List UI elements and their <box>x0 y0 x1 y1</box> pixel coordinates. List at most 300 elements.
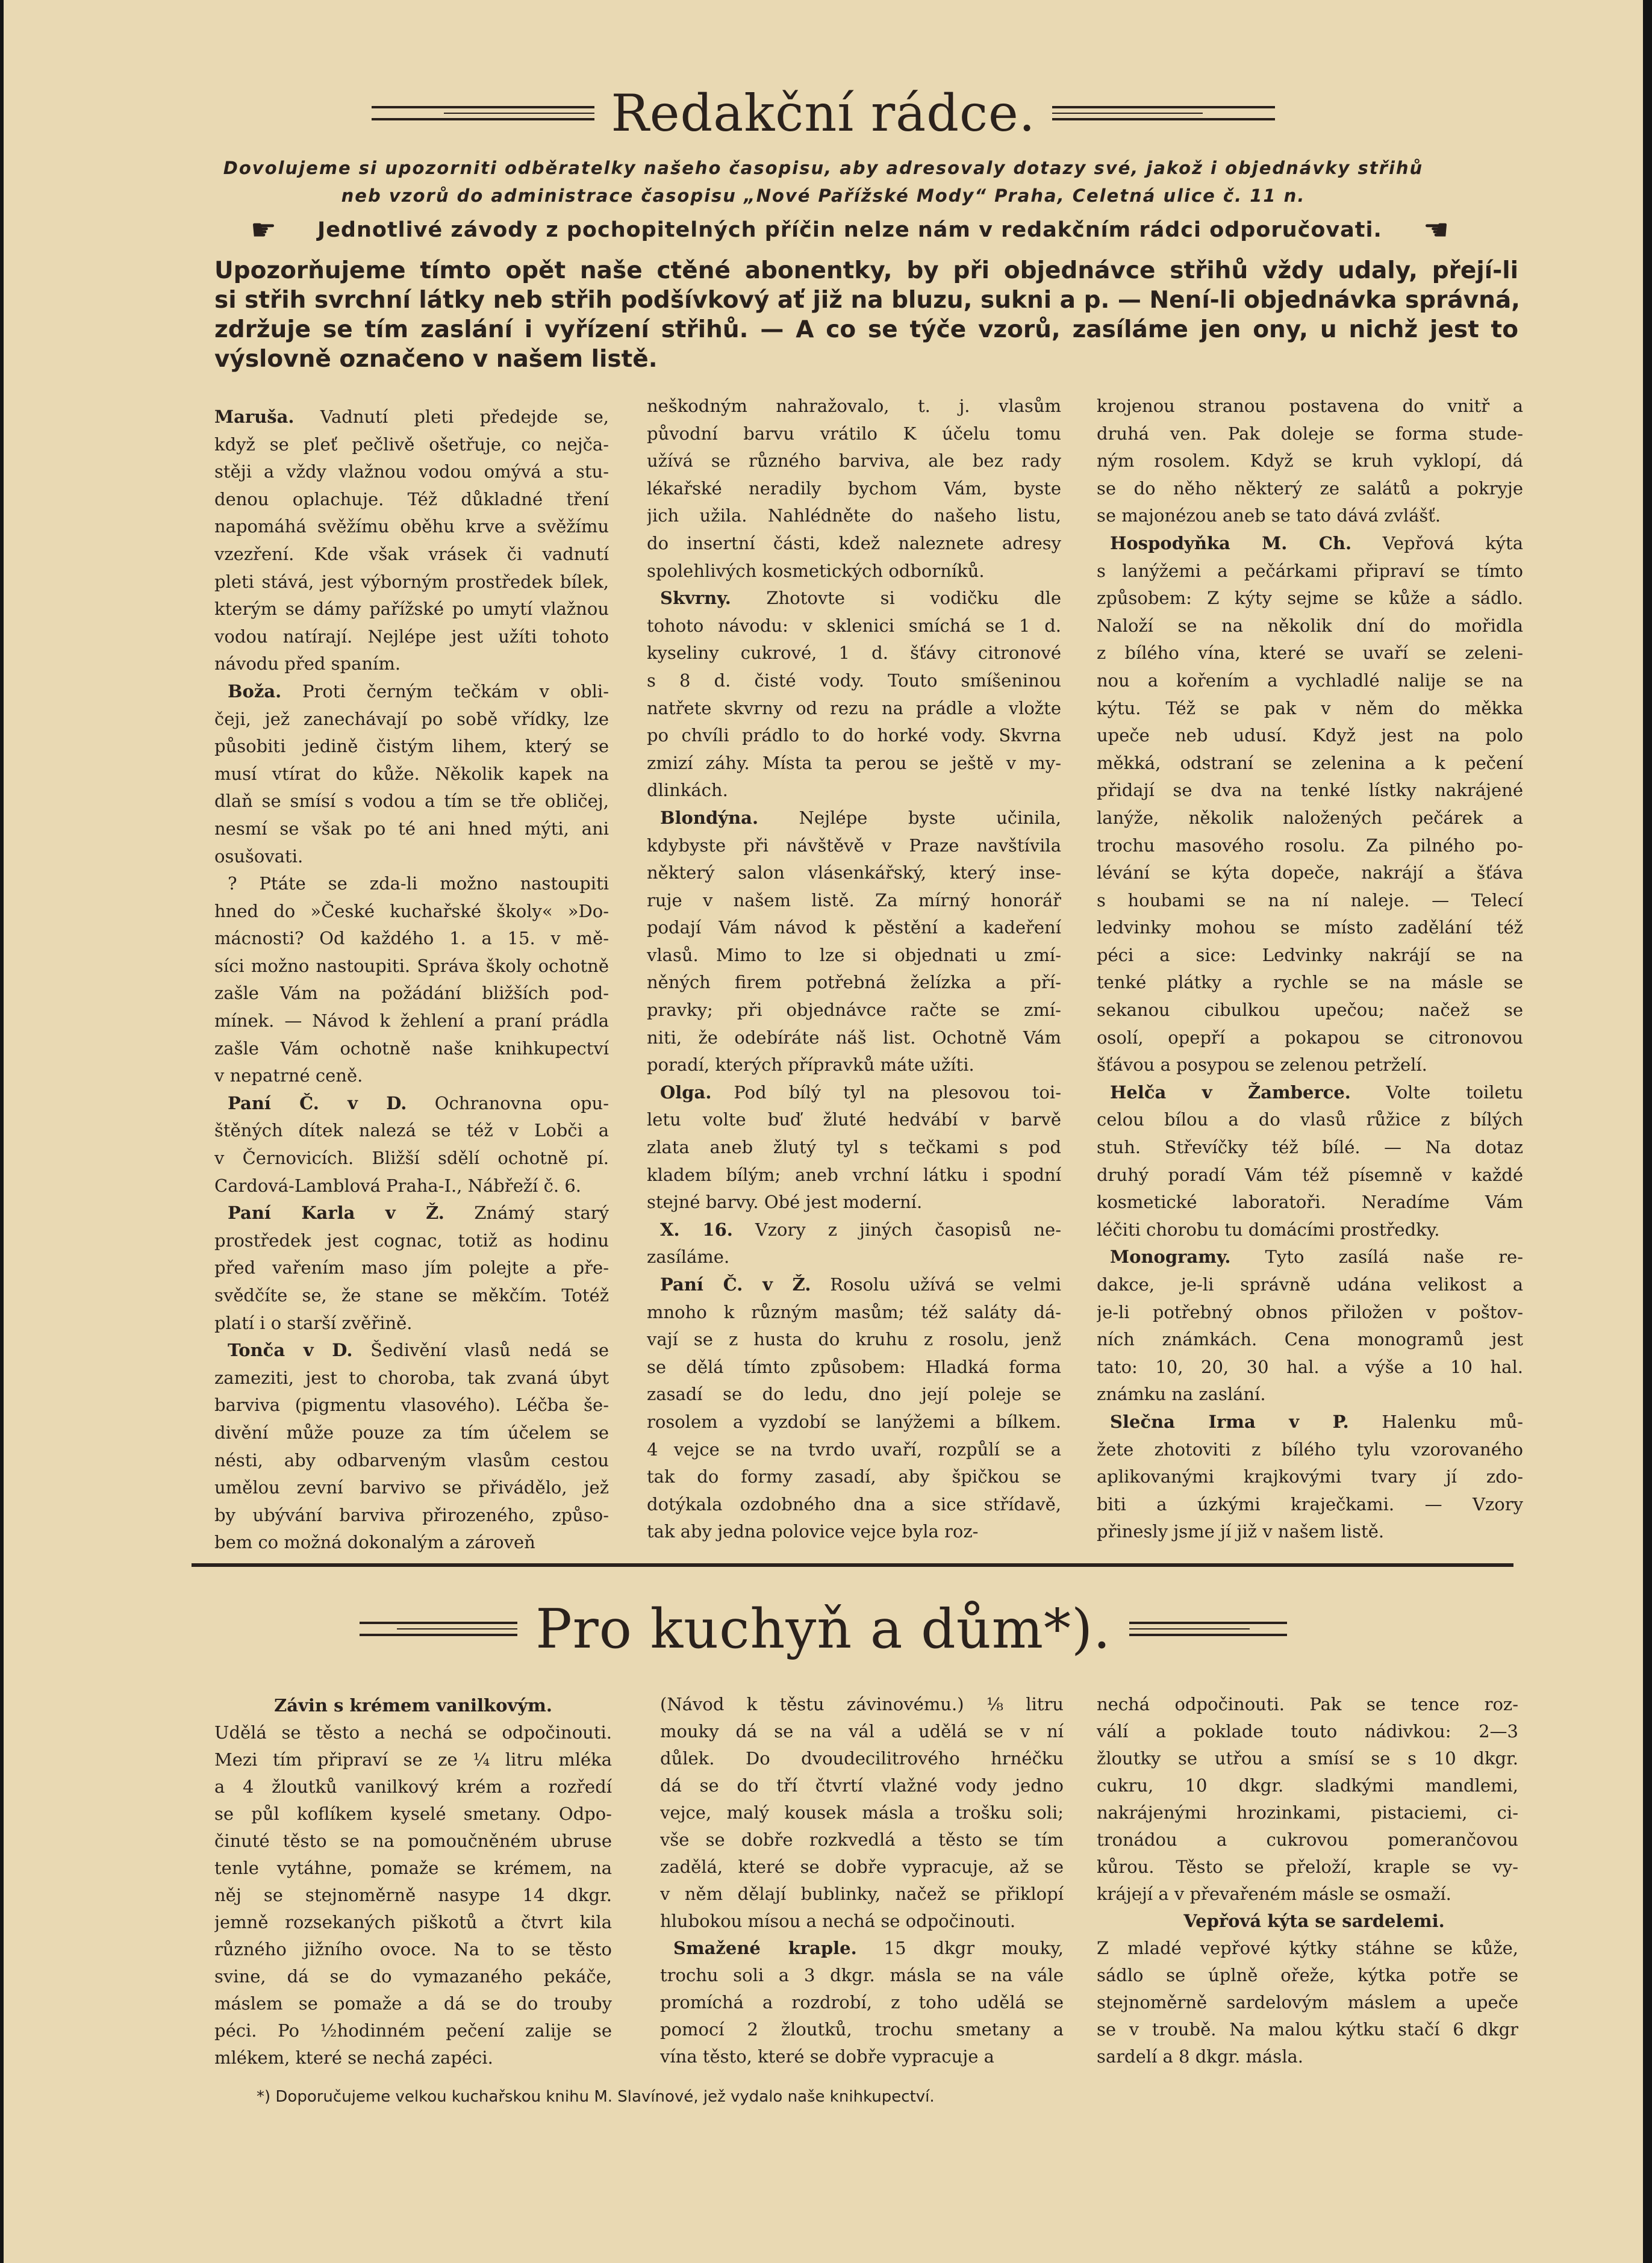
entry-heading: Paní Č. v D. <box>228 1092 407 1113</box>
kitchen-title: Pro kuchyň a dům*). <box>535 1597 1111 1661</box>
text-line <box>1097 1518 1523 1546</box>
line-text: v něm dělají bublinky, načež se přiklopí <box>660 1884 1064 1904</box>
text-line <box>1097 1162 1523 1189</box>
text-line <box>1097 805 1523 832</box>
text-line <box>1097 1106 1523 1134</box>
text-line <box>214 431 609 459</box>
line-text: Pod bílý tyl na plesovou toi- <box>711 1082 1061 1103</box>
text-line <box>647 475 1061 503</box>
line-text: upeče neb udusí. Když jest na polo <box>1097 725 1523 746</box>
line-text: v nepatrné ceně. <box>214 1065 363 1086</box>
line-text: natřete skvrny od rezu na prádle a vložte <box>647 697 1061 718</box>
line-text: zašle Vám ochotně naše knihkupectví <box>214 1038 609 1059</box>
text-line <box>214 1746 612 1773</box>
text-line <box>660 1881 1064 1908</box>
line-text: krájejí a v převařeném másle se osmaží. <box>1097 1884 1451 1904</box>
text-line <box>214 1447 609 1475</box>
text-line <box>214 1227 609 1255</box>
text-line <box>214 1200 609 1227</box>
text-line <box>647 832 1061 860</box>
text-line <box>214 403 609 431</box>
text-line <box>214 1801 612 1828</box>
text-line <box>214 761 609 788</box>
line-text: činuté těsto se na pomoučněném ubruse <box>214 1831 612 1851</box>
line-text: Šedivění vlasů nedá se <box>352 1340 609 1361</box>
text-line <box>214 1117 609 1145</box>
text-line <box>214 843 609 871</box>
hand-notice <box>251 213 1449 247</box>
text-line <box>1097 1244 1523 1271</box>
order-notice-line: si střih svrchní látky neb střih podšívkový ať již na bluzu, sukni a p. — Není-li objednávka správná, <box>214 287 1520 314</box>
kitchen-column-3 <box>1097 1691 1518 2070</box>
text-line <box>1097 969 1523 997</box>
text-line <box>214 733 609 761</box>
line-text: platí i o starší zvěřině. <box>214 1312 413 1333</box>
text-line <box>660 1772 1064 1799</box>
line-text: užívá se různého barviva, ale bez rady <box>647 450 1061 472</box>
line-text: druhý poradí Vám též písemně v každé <box>1097 1164 1523 1185</box>
text-line <box>1097 2043 1518 2070</box>
line-text: mouky dá se na vál a udělá se v ní <box>660 1721 1064 1742</box>
text-line <box>647 1299 1061 1327</box>
page <box>4 0 1643 2263</box>
entry-heading: Olga. <box>660 1082 712 1103</box>
line-text: se dělá tímto způsobem: Hladká forma <box>647 1356 1061 1377</box>
text-line <box>1097 1354 1523 1381</box>
line-text: způsobem: Z kýty sejme se kůže a sádlo. <box>1097 588 1523 609</box>
text-line <box>1097 777 1523 805</box>
advice-column-1 <box>214 403 609 1557</box>
line-text: se v troubě. Na malou kýtku stačí 6 dkgr <box>1097 2019 1518 2040</box>
line-text: 4 vejce se na tvrdo uvaří, rozpůlí se a <box>647 1439 1061 1460</box>
line-text: svine, dá se do vymazaného pekáče, <box>214 1966 612 1987</box>
line-text: Volte toiletu <box>1350 1082 1523 1103</box>
text-line <box>1097 2016 1518 2043</box>
text-line <box>214 1828 612 1855</box>
pointing-hand-right-icon: ☛ <box>251 213 277 247</box>
text-line <box>1097 447 1523 475</box>
text-line <box>214 513 609 541</box>
text-line <box>660 1745 1064 1772</box>
line-text: do insertní části, kdež naleznete adresy <box>647 532 1061 553</box>
text-line <box>214 650 609 678</box>
line-text: čeji, jež zanechávají po sobě vřídky, lze <box>214 708 609 729</box>
entry-heading: Slečna Irma v P. <box>1110 1411 1349 1432</box>
line-text: Proti černým tečkám v obli- <box>281 680 609 702</box>
line-text: zlata aneb žlutý tyl s tečkami s pod <box>647 1137 1061 1158</box>
line-text: tohoto návodu: v sklenici smíchá se 1 d. <box>647 615 1061 636</box>
text-line <box>647 1162 1061 1189</box>
line-text: stejné barvy. Obé jest moderní. <box>647 1192 923 1213</box>
text-line <box>1097 558 1523 585</box>
entry-heading: Paní Karla v Ž. <box>228 1203 444 1224</box>
text-line <box>214 1254 609 1282</box>
line-text: Tyto zasílá naše re- <box>1230 1247 1523 1268</box>
text-line <box>1097 1326 1523 1354</box>
line-text: trochu soli a 3 dkgr. másla se na vále <box>660 1965 1064 1985</box>
text-line <box>214 623 609 651</box>
line-text: nesmí se však po té ani hned mýti, ani <box>214 818 609 839</box>
text-line <box>214 1474 609 1502</box>
text-line <box>214 706 609 733</box>
line-text: máslem se pomaže a dá se do trouby <box>214 1993 612 2014</box>
text-line <box>647 1024 1061 1052</box>
kitchen-column-1 <box>214 1692 612 2072</box>
line-text: vína těsto, které se dobře vypracuje a <box>660 2046 994 2067</box>
line-text: divění může pouze za tím účelem se <box>214 1422 609 1443</box>
text-line <box>660 1826 1064 1854</box>
text-line <box>647 640 1061 667</box>
text-line <box>1097 502 1523 530</box>
text-line <box>647 1216 1061 1244</box>
line-text: kůrou. Těsto se přeloží, kraple se vy- <box>1097 1857 1518 1877</box>
text-line <box>214 1529 609 1557</box>
line-text: vzezření. Kde však vrásek či vadnutí <box>214 543 609 564</box>
text-line <box>214 898 609 926</box>
text-line <box>647 1354 1061 1381</box>
text-line <box>660 1799 1064 1826</box>
line-text: se půl koflíkem kyselé smetany. Odpo- <box>214 1804 612 1824</box>
line-text: dá se do tří čtvrtí vlažné vody jedno <box>660 1775 1064 1796</box>
text-line <box>647 1381 1061 1409</box>
line-text: cukru, 10 dkgr. sladkými mandlemi, <box>1097 1775 1518 1796</box>
line-text: zameziti, jest to choroba, tak zvaná úbyt <box>214 1367 609 1388</box>
text-line <box>647 969 1061 997</box>
line-text: (Návod k těstu závinovému.) ⅛ litru <box>660 1694 1064 1714</box>
line-text: mínek. — Návod k žehlení a praní prádla <box>214 1010 609 1032</box>
line-text: žete zhotoviti z bílého tylu vzorovaného <box>1097 1439 1523 1460</box>
line-text: napomáhá svěžímu oběhu krve a svěžímu <box>214 516 609 537</box>
text-line <box>647 1491 1061 1519</box>
text-line <box>214 596 609 623</box>
line-text: známku na zaslání. <box>1097 1384 1266 1405</box>
footnote: *) Doporučujeme velkou kuchařskou knihu M. Slavínové, jež vydalo naše knihkupectví. <box>257 2088 935 2106</box>
line-text: hned do »České kuchařské školy« »Do- <box>214 900 609 921</box>
line-text: krojenou stranou postavena do vnitř a <box>1097 396 1523 416</box>
text-line <box>214 1773 612 1801</box>
text-line <box>1097 1051 1523 1079</box>
text-line <box>214 788 609 815</box>
text-line <box>647 777 1061 805</box>
line-text: lékařské neradily bychom Vám, byste <box>647 478 1061 499</box>
entry-heading: Paní Č. v Ž. <box>660 1274 811 1295</box>
entry-heading: Skvrny. <box>660 588 731 609</box>
line-text: kyseliny cukrové, 1 d. šťávy citronové <box>647 643 1061 664</box>
line-text: aplikovanými krajkovými tvary jí zdo- <box>1097 1466 1523 1487</box>
line-text: celou bílou a do vlasů růžice z bílých <box>1097 1109 1523 1130</box>
text-line <box>1097 942 1523 970</box>
line-text: Vadnutí pleti předejde se, <box>294 406 609 427</box>
line-text: promíchá a rozdrobí, z toho udělá se <box>660 1992 1064 2012</box>
line-text: umělou zevní barvivo se přivádělo, jež <box>214 1477 609 1498</box>
line-text: dakce, je-li správně udána velikost a <box>1097 1274 1523 1295</box>
entry-heading: Vepřová kýta se sardelemi. <box>1183 1911 1445 1931</box>
line-text: 15 dkgr mouky, <box>856 1938 1064 1958</box>
text-line <box>1097 1409 1523 1436</box>
line-text: zasadí se do ledu, dno její poleje se <box>647 1384 1061 1405</box>
advice-column-3 <box>1097 393 1523 1546</box>
entry-heading: Boža. <box>228 680 282 702</box>
line-text: svědčíte se, že stane se měkčím. Totéž <box>214 1285 609 1306</box>
line-text: přinesly jsme jí již v našem listě. <box>1097 1521 1385 1542</box>
kitchen-title-row <box>4 1599 1643 1659</box>
line-text: šťávou a posypou se zelenou petrželí. <box>1097 1054 1427 1075</box>
text-line <box>647 859 1061 887</box>
entry-heading: Helča v Žamberce. <box>1110 1082 1351 1103</box>
line-text: tak do formy zasadí, aby špičkou se <box>647 1466 1061 1487</box>
line-text: hlubokou mísou a nechá se odpočinouti. <box>660 1911 1016 1931</box>
line-text: ? Ptáte se zda-li možno nastoupiti <box>228 873 609 894</box>
line-text: síci možno nastoupiti. Správa školy ochotně <box>214 955 609 976</box>
line-text: Z mladé vepřové kýtky stáhne se kůže, <box>1097 1938 1518 1958</box>
line-text: vlasů. Mimo to lze si objednati u zmí- <box>647 944 1061 965</box>
line-text: Zhotovte si vodičku dle <box>731 588 1061 609</box>
text-line <box>660 1908 1064 1935</box>
line-text: se majonézou aneb se tato dává zvlášť. <box>1097 505 1441 526</box>
text-line <box>1097 1024 1523 1052</box>
line-text: niti, že odebíráte náš list. Ochotně Vám <box>647 1027 1061 1048</box>
line-text: po chvíli prádlo to do horké vody. Skvrna <box>647 725 1061 746</box>
text-line <box>647 914 1061 942</box>
line-text: dotýkala ozdobného dna a sice střídavě, <box>647 1493 1061 1514</box>
text-line <box>647 1518 1061 1546</box>
text-line <box>214 541 609 568</box>
line-text: letu volte buď žluté hedvábí v barvě <box>647 1109 1061 1130</box>
text-line <box>214 1936 612 1963</box>
line-text: podají Vám návod k pěstění a kadeření <box>647 917 1061 938</box>
text-line <box>214 1502 609 1530</box>
kitchen-rule-left <box>360 1622 517 1636</box>
text-line <box>214 486 609 514</box>
line-text: druhá ven. Pak doleje se forma stude- <box>1097 423 1523 444</box>
line-text: něj se stejnoměrně nasype 14 dkgr. <box>214 1885 612 1905</box>
text-line <box>1097 695 1523 723</box>
line-text: měkká, odstraní se zelenina a k pečení <box>1097 752 1523 773</box>
line-text: osušovati. <box>214 845 304 867</box>
line-text: zašle Vám na požádání bližších pod- <box>214 983 609 1004</box>
line-text: mlékem, které se nechá zapéci. <box>214 2047 493 2068</box>
line-text: některý salon vlásenkářský, který inse- <box>647 862 1061 883</box>
line-text: bem co možná dokonalým a zároveň <box>214 1532 535 1553</box>
line-text: pravky; při objednávce račte se zmí- <box>647 1000 1061 1021</box>
text-line <box>1097 1271 1523 1299</box>
text-line <box>647 585 1061 612</box>
line-text: tato: 10, 20, 30 hal. a výše a 10 hal. <box>1097 1356 1523 1377</box>
line-text: vodou natírají. Nejlépe jest užíti tohoto <box>214 626 609 647</box>
text-line <box>1097 585 1523 612</box>
line-text: Nejlépe byste učinila, <box>758 807 1061 828</box>
text-line <box>214 1145 609 1172</box>
text-line <box>647 667 1061 695</box>
text-line <box>214 925 609 953</box>
text-line <box>1097 722 1523 750</box>
text-line <box>214 1909 612 1936</box>
text-line <box>214 1282 609 1310</box>
section-title-row <box>4 83 1643 143</box>
kitchen-rule-right <box>1129 1622 1287 1636</box>
line-text: návodu před spaním. <box>214 653 401 674</box>
line-text: různého jižního ovoce. Na to se těsto <box>214 1939 612 1960</box>
text-line <box>647 722 1061 750</box>
line-text: nou a kořením a vychladlé nalije se na <box>1097 670 1523 691</box>
line-text: Udělá se těsto a nechá se odpočinouti. <box>214 1722 612 1743</box>
text-line <box>660 1989 1064 2016</box>
entry-heading: Smažené kraple. <box>673 1938 857 1958</box>
line-text: neškodným nahražovalo, t. j. vlasům <box>647 396 1061 416</box>
text-line <box>1097 640 1523 667</box>
text-line <box>660 1718 1064 1745</box>
text-line <box>214 1310 609 1337</box>
text-line <box>1097 530 1523 558</box>
line-text: pomocí 2 žloutků, trochu smetany a <box>660 2019 1064 2040</box>
line-text: léčiti chorobu tu domácími prostředky. <box>1097 1219 1440 1240</box>
text-line <box>647 530 1061 558</box>
line-text: dlaň se smísí s vodou a tím se tře obličej, <box>214 791 609 812</box>
text-line <box>1097 1854 1518 1881</box>
line-text: pleti stává, jest výborným prostředek bílek, <box>214 571 609 592</box>
text-line <box>660 1854 1064 1881</box>
text-line <box>647 997 1061 1024</box>
hand-notice-text: Jednotlivé závody z pochopitelných příčin nelze nám v redakčním rádci odporučovati. <box>317 218 1382 242</box>
text-line <box>647 447 1061 475</box>
entry-heading: Monogramy. <box>1110 1247 1231 1268</box>
order-notice-line: zdržuje se tím zaslání i vyřízení střihů. — A co se týče vzorů, zasíláme jen ony, u nichž jest to <box>214 316 1518 343</box>
text-line <box>647 1271 1061 1299</box>
line-text: kladem bílým; aneb vrchní látku i spodní <box>647 1164 1061 1185</box>
page-title: Redakční rádce. <box>611 84 1036 143</box>
line-text: spolehlivých kosmetických odborníků. <box>647 560 985 581</box>
line-text: Mezi tím připraví se ze ¼ litru mléka <box>214 1749 612 1770</box>
line-text: kosmetické laboratoři. Neradíme Vám <box>1097 1192 1523 1213</box>
line-text: Známý starý <box>444 1203 609 1224</box>
text-line <box>1097 1772 1518 1799</box>
line-text: Halenku mů- <box>1348 1411 1523 1432</box>
line-text: sekanou cibulkou upečou; načež se <box>1097 1000 1523 1021</box>
notice-line-2: neb vzorů do administrace časopisu „Nové Pařížské Mody“ Praha, Celetná ulice č. 11 n. <box>341 185 1306 206</box>
text-line <box>214 1963 612 1990</box>
line-text: s houbami se na ní naleje. — Telecí <box>1097 889 1523 910</box>
text-line <box>1097 1881 1518 1908</box>
line-text: trochu masového rosolu. Za pilného po- <box>1097 835 1523 856</box>
text-line <box>1097 1381 1523 1409</box>
line-text: s lanýžemi a pečárkami připraví se tímto <box>1097 560 1523 581</box>
line-text: štěných dítek nalezá se též v Lobči a <box>214 1120 609 1141</box>
line-text: lanýže, několik naložených pečárek a <box>1097 807 1523 828</box>
line-text: tak aby jedna polovice vejce byla roz- <box>647 1521 979 1542</box>
text-line <box>214 815 609 843</box>
line-text: ným rosolem. Když se kruh vyklopí, dá <box>1097 450 1523 472</box>
line-text: prostředek jest cognac, totiž as hodinu <box>214 1230 609 1251</box>
line-text: přidají se dva na tenké lístky nakrájené <box>1097 780 1523 801</box>
line-text: kdybyste při návštěvě v Praze navštívila <box>647 835 1061 856</box>
line-text: kterým se dámy pařížské po umytí vlažnou <box>214 599 609 620</box>
text-line <box>214 2044 612 2072</box>
text-line <box>1097 1299 1523 1327</box>
text-line <box>214 1062 609 1090</box>
line-text: stěji a vždy vlažnou vodou omývá a stu- <box>214 461 609 482</box>
text-line <box>647 1079 1061 1107</box>
line-text: kýtu. Též se pak v něm do měkka <box>1097 697 1523 718</box>
line-text: mnoho k různým masům; též saláty dá- <box>647 1301 1061 1322</box>
text-line <box>1097 1745 1518 1772</box>
line-text: ních známkách. Cena monogramů jest <box>1097 1329 1523 1350</box>
line-text: vejce, malý kousek másla a trošku soli; <box>660 1802 1064 1823</box>
text-line <box>1097 667 1523 695</box>
text-line <box>1097 1799 1518 1826</box>
text-line <box>660 2043 1064 2070</box>
line-text: musí vtírat do kůže. Několik kapek na <box>214 763 609 784</box>
line-text: by ubývání barviva přirozeného, způso- <box>214 1504 609 1525</box>
line-text: Vepřová kýta <box>1351 532 1523 553</box>
line-text: a 4 žloutků vanilkový krém a rozředí <box>214 1776 612 1797</box>
text-line <box>647 1436 1061 1464</box>
text-line <box>647 1106 1061 1134</box>
order-notice-line: výslovně označeno v našem listě. <box>214 346 658 373</box>
text-line <box>1097 887 1523 915</box>
line-text: dlinkách. <box>647 780 728 801</box>
line-text: Rosolu užívá se velmi <box>811 1274 1061 1295</box>
line-text: lévání se kýta dopeče, nakrájí a šťáva <box>1097 862 1523 883</box>
line-text: poradí, kterých přípravků máte užíti. <box>647 1054 974 1075</box>
line-text: jemně rozsekaných piškotů a čtvrt kila <box>214 1912 612 1932</box>
line-text: sádlo se úplně ořeže, kýtka potře se <box>1097 1965 1518 1985</box>
text-line <box>647 1244 1061 1271</box>
text-line <box>1097 1436 1523 1464</box>
text-line <box>214 458 609 486</box>
text-line <box>1097 832 1523 860</box>
text-line <box>1097 859 1523 887</box>
text-line <box>660 1691 1064 1718</box>
text-line <box>647 695 1061 723</box>
text-line <box>214 980 609 1007</box>
entry-heading: Maruša. <box>214 406 295 427</box>
text-line <box>647 942 1061 970</box>
text-line <box>1097 750 1523 777</box>
line-text: důlek. Do dvoudecilitrového hrnéčku <box>660 1748 1064 1769</box>
line-text: stuh. Střevíčky též bílé. — Na dotaz <box>1097 1137 1523 1158</box>
line-text: původní barvu vrátilo K účelu tomu <box>647 423 1061 444</box>
text-line <box>1097 1216 1523 1244</box>
text-line <box>647 1134 1061 1162</box>
line-text: jich užila. Nahlédněte do našeho listu, <box>647 505 1061 526</box>
line-text: žloutky se utřou a smísí se s 10 dkgr. <box>1097 1748 1518 1769</box>
text-line <box>1097 1134 1523 1162</box>
entry-heading: Tonča v D. <box>228 1340 353 1361</box>
line-text: vše se dobře rozkvedlá a těsto se tím <box>660 1829 1064 1850</box>
text-line <box>1097 1189 1523 1216</box>
text-line <box>214 568 609 596</box>
line-text: biti a úzkými kraječkami. — Vzory <box>1097 1493 1523 1514</box>
text-line <box>1097 1962 1518 1989</box>
line-text: ruje v našem listě. Za mírný honorář <box>647 889 1061 910</box>
line-text: Cardová-Lamblová Praha-I., Nábřeží č. 6. <box>214 1175 581 1196</box>
text-line <box>1097 1989 1518 2016</box>
line-text: válí a poklade touto nádivkou: 2—3 <box>1097 1721 1518 1742</box>
text-line <box>1097 420 1523 448</box>
line-text: stejnoměrně sardelovým máslem a upeče <box>1097 1992 1518 2012</box>
text-line <box>1097 1718 1518 1745</box>
text-line <box>214 1719 612 1746</box>
line-text: působiti jedině čistým lihem, který se <box>214 736 609 757</box>
text-line <box>647 393 1061 420</box>
order-notice-line: Upozorňujeme tímto opět naše ctěné abonentky, by při objednávce střihů vždy udaly, přejí-li <box>214 257 1518 284</box>
line-text: mácnosti? Od každého 1. a 15. v mě- <box>214 928 609 949</box>
text-line <box>214 953 609 980</box>
section-divider <box>192 1563 1513 1567</box>
text-line <box>214 1882 612 1909</box>
text-line <box>1097 997 1523 1024</box>
line-text: rosolem a vyzdobí se lanýžemi a bílkem. <box>647 1411 1061 1432</box>
